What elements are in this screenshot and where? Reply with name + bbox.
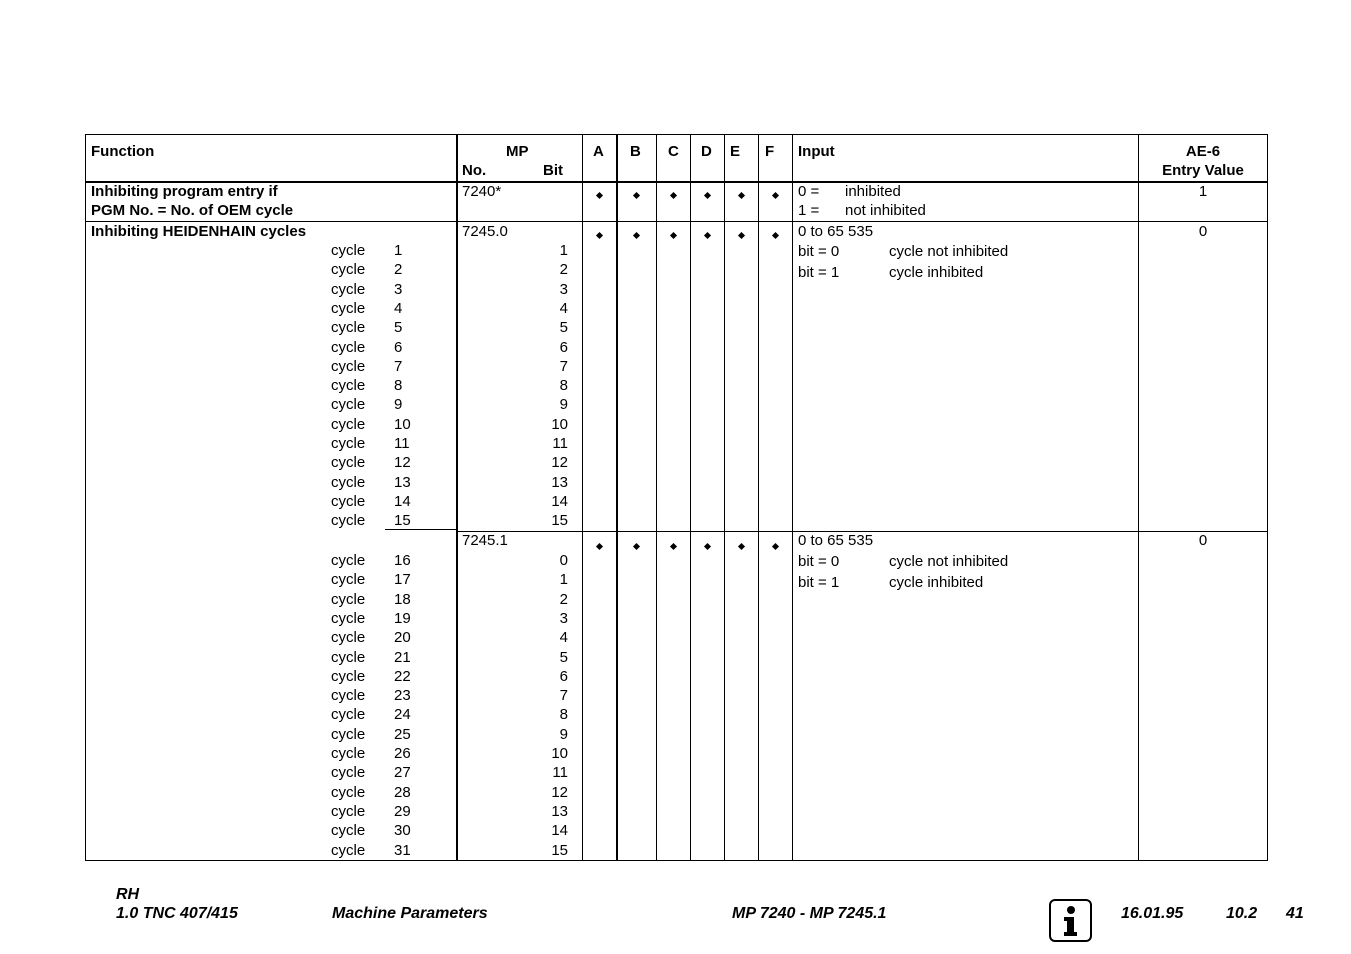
bit-number: 4 xyxy=(559,629,568,647)
marker-diamond xyxy=(632,542,639,549)
cycle-label: cycle xyxy=(331,648,366,666)
cycle-number: 1 xyxy=(394,242,403,259)
bit-number: 6 xyxy=(559,338,568,356)
cycle-label: cycle xyxy=(331,764,366,782)
cycle-label: cycle xyxy=(331,706,366,724)
header-mp: MP xyxy=(506,143,529,160)
cycle-label: cycle xyxy=(331,609,366,627)
bit-number: 5 xyxy=(559,319,568,337)
header-input: Input xyxy=(798,143,835,160)
bit-number: 9 xyxy=(559,396,568,414)
row1-mp-number: 7240* xyxy=(462,183,502,200)
cycle-number: 31 xyxy=(394,841,411,859)
cycle-label: cycle xyxy=(331,299,366,317)
row1-function-line1: Inhibiting program entry if xyxy=(91,183,278,200)
cycle-label: cycle xyxy=(331,571,366,589)
footer-mp-range: MP 7240 - MP 7245.1 xyxy=(732,905,887,922)
cycle-label: cycle xyxy=(331,841,366,859)
bit-number: 6 xyxy=(559,667,568,685)
cycle-number: 6 xyxy=(394,338,403,356)
marker-diamond xyxy=(737,231,744,238)
marker-diamond xyxy=(737,542,744,549)
marker-diamond xyxy=(737,191,744,198)
cycle-number: 30 xyxy=(394,822,411,840)
row2-mp-number: 7245.0 xyxy=(462,223,508,240)
cycle-number: 16 xyxy=(394,552,411,569)
cycle-number: 18 xyxy=(394,590,411,608)
cycle-label: cycle xyxy=(331,415,366,433)
footer-date: 16.01.95 xyxy=(1121,905,1184,922)
bit-number: 11 xyxy=(552,435,568,452)
cycle-number: 19 xyxy=(394,609,411,627)
header-no: No. xyxy=(462,162,487,179)
cycle-label: cycle xyxy=(331,822,366,840)
cycle-number: 26 xyxy=(394,745,411,762)
cycle-label: cycle xyxy=(331,667,366,685)
bit-number: 12 xyxy=(551,783,568,801)
row1-function-line2: PGM No. = No. of OEM cycle xyxy=(91,202,294,219)
footer-chapter: 10.2 xyxy=(1226,905,1258,922)
cycle-number: 17 xyxy=(394,571,411,589)
row2-function: Inhibiting HEIDENHAIN cycles xyxy=(91,223,307,240)
cycle-number: 8 xyxy=(394,377,403,395)
bit-number: 1 xyxy=(559,571,568,589)
bit-number: 0 xyxy=(559,552,568,569)
bit-number: 10 xyxy=(551,415,568,433)
cycle-number: 13 xyxy=(394,473,411,491)
row1-input-val1: inhibited xyxy=(845,183,901,200)
cycle-number: 29 xyxy=(394,802,411,820)
header-function: Function xyxy=(91,143,155,160)
cycle-number: 24 xyxy=(394,706,411,724)
row2-input-range: 0 to 65 535 xyxy=(798,223,874,240)
cycle-label: cycle xyxy=(331,725,366,743)
row1-input-key2: 1 = xyxy=(798,202,820,219)
cycle-label: cycle xyxy=(331,629,366,647)
header-col-e: E xyxy=(730,143,741,160)
bit-number: 4 xyxy=(559,299,568,317)
marker-diamond xyxy=(703,191,710,198)
header-col-d: D xyxy=(701,143,712,160)
row3-input-range: 0 to 65 535 xyxy=(798,532,874,549)
row2-input-val1: cycle not inhibited xyxy=(889,243,1009,260)
row3-entry-value: 0 xyxy=(1198,532,1208,549)
cycle-label: cycle xyxy=(331,590,366,608)
bit-number: 2 xyxy=(559,261,568,279)
cycle-label: cycle xyxy=(331,377,366,395)
marker-diamond xyxy=(632,231,639,238)
bit-number: 15 xyxy=(551,841,568,859)
row1-input-val2: not inhibited xyxy=(845,202,926,219)
bit-number: 3 xyxy=(559,609,568,627)
bit-number: 8 xyxy=(559,377,568,395)
cycle-number: 27 xyxy=(394,764,411,782)
cycle-number: 23 xyxy=(394,687,411,705)
bit-number: 3 xyxy=(559,280,568,298)
marker-diamond xyxy=(703,542,710,549)
marker-diamond xyxy=(595,231,602,238)
bit-number: 5 xyxy=(559,648,568,666)
row3-input-key2: bit = 1 xyxy=(798,574,840,591)
marker-diamond xyxy=(595,191,602,198)
cycle-label: cycle xyxy=(331,242,366,259)
marker-diamond xyxy=(771,191,778,198)
footer-version: 1.0 TNC 407/415 xyxy=(116,905,238,922)
cycle-label: cycle xyxy=(331,552,366,569)
row3-input-val2: cycle inhibited xyxy=(889,574,984,591)
cycle-number: 9 xyxy=(394,396,403,414)
cycle-number: 3 xyxy=(394,280,403,298)
footer-rh: RH xyxy=(116,886,140,903)
cycle-number: 15 xyxy=(394,512,411,530)
bit-number: 12 xyxy=(551,454,568,472)
marker-diamond xyxy=(595,542,602,549)
cycle-label: cycle xyxy=(331,492,366,510)
row2-input-val2: cycle inhibited xyxy=(889,264,984,281)
header-entry-value: Entry Value xyxy=(1162,162,1244,179)
cycle-number: 7 xyxy=(394,357,403,375)
cycle-label: cycle xyxy=(331,473,366,491)
bit-number: 2 xyxy=(559,590,568,608)
bit-number: 8 xyxy=(559,706,568,724)
cycle-number: 22 xyxy=(394,667,411,685)
row1-entry-value: 1 xyxy=(1198,183,1208,200)
row3-input-key1: bit = 0 xyxy=(798,553,840,570)
cycle-label: cycle xyxy=(331,512,366,530)
cycle-number: 12 xyxy=(394,454,411,472)
cycle-number: 2 xyxy=(394,261,403,279)
cycle-label: cycle xyxy=(331,687,366,705)
header-col-c: C xyxy=(668,143,679,160)
footer-page: 41 xyxy=(1286,905,1304,922)
cycle-number: 25 xyxy=(394,725,411,743)
marker-diamond xyxy=(632,191,639,198)
cycle-number: 11 xyxy=(394,435,410,452)
bit-number: 7 xyxy=(559,357,568,375)
cycle-label: cycle xyxy=(331,338,366,356)
header-bit: Bit xyxy=(543,162,563,179)
cycle-label: cycle xyxy=(331,280,366,298)
cycle-number: 21 xyxy=(394,648,411,666)
bit-number: 15 xyxy=(551,512,568,530)
bit-number: 1 xyxy=(559,242,568,259)
cycle-number: 5 xyxy=(394,319,403,337)
info-icon xyxy=(1049,899,1092,942)
header-col-f: F xyxy=(765,143,775,160)
header-col-a: A xyxy=(593,143,604,160)
header-ae6: AE-6 xyxy=(1185,143,1221,160)
footer-section: Machine Parameters xyxy=(332,905,488,922)
cycle-label: cycle xyxy=(331,357,366,375)
bit-number: 13 xyxy=(551,473,568,491)
cycle-label: cycle xyxy=(331,435,366,452)
cycle-number: 20 xyxy=(394,629,411,647)
cycle-label: cycle xyxy=(331,454,366,472)
cycle-label: cycle xyxy=(331,396,366,414)
row1-input-key1: 0 = xyxy=(798,183,820,200)
bit-number: 10 xyxy=(551,745,568,762)
row2-input-key1: bit = 0 xyxy=(798,243,840,260)
cycle-label: cycle xyxy=(331,261,366,279)
cycle-label: cycle xyxy=(331,745,366,762)
row3-mp-number: 7245.1 xyxy=(462,532,508,549)
bit-number: 11 xyxy=(552,764,568,782)
marker-diamond xyxy=(669,231,676,238)
marker-diamond xyxy=(669,191,676,198)
header-col-b: B xyxy=(630,143,641,160)
bit-number: 7 xyxy=(559,687,568,705)
bit-number: 9 xyxy=(559,725,568,743)
cycle-label: cycle xyxy=(331,783,366,801)
marker-diamond xyxy=(669,542,676,549)
row2-input-key2: bit = 1 xyxy=(798,264,840,281)
marker-diamond xyxy=(703,231,710,238)
cycle-label: cycle xyxy=(331,319,366,337)
bit-number: 14 xyxy=(551,822,568,840)
bit-number: 14 xyxy=(551,492,568,510)
cycle-number: 14 xyxy=(394,492,411,510)
cycle-number: 10 xyxy=(394,415,411,433)
cycle-label: cycle xyxy=(331,802,366,820)
marker-diamond xyxy=(771,231,778,238)
row3-input-val1: cycle not inhibited xyxy=(889,553,1009,570)
marker-diamond xyxy=(771,542,778,549)
cycle-number: 28 xyxy=(394,783,411,801)
cycle-number: 4 xyxy=(394,299,403,317)
row2-entry-value: 0 xyxy=(1198,223,1208,240)
bit-number: 13 xyxy=(551,802,568,820)
